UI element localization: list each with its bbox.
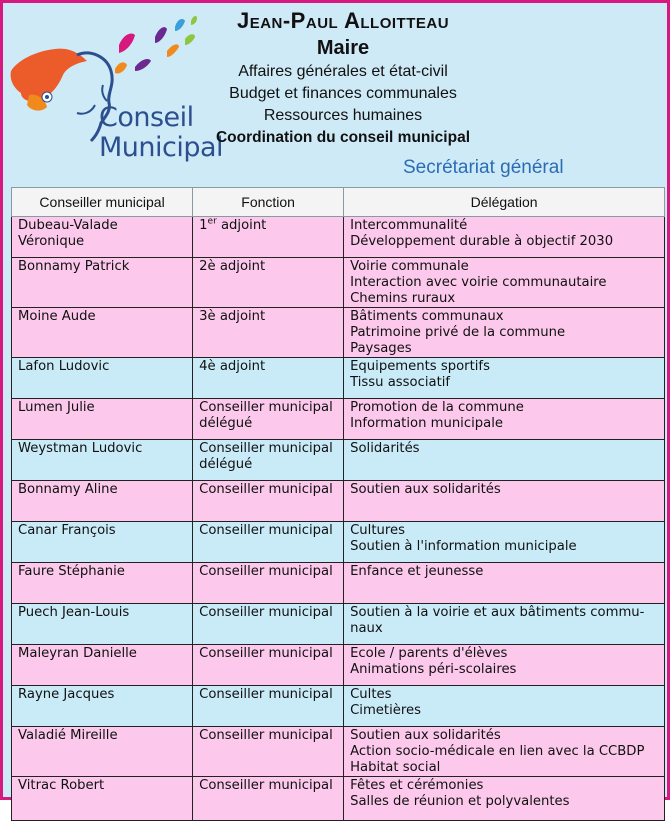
councillor-name: Canar François	[12, 522, 193, 563]
councillor-name: Rayne Jacques	[12, 686, 193, 727]
councillor-name: Lafon Ludovic	[12, 358, 193, 399]
councillor-function: Conseiller municipal	[193, 777, 344, 821]
councillor-delegation: Soutien aux solidarités Action socio-médicale en lien avec la CCBDP Habitat social	[344, 727, 665, 777]
table-row	[12, 308, 665, 358]
mayor-role: Maire	[316, 37, 370, 59]
table-row	[12, 481, 665, 522]
councillor-name: Dubeau-Valade Véronique	[12, 217, 193, 258]
councillor-function: Conseiller municipal	[193, 563, 344, 604]
column-header-councillor: Conseiller municipal	[12, 188, 193, 217]
councillor-delegation: Fêtes et cérémonies Salles de réunion et polyvalentes	[344, 777, 665, 821]
table-row	[12, 563, 665, 604]
councillor-function: Conseiller municipal	[193, 522, 344, 563]
council-table	[11, 187, 665, 821]
councillor-function: Conseiller municipal délégué	[193, 440, 344, 481]
councillor-function: Conseiller municipal	[193, 604, 344, 645]
councillor-name: Valadié Mireille	[12, 727, 193, 777]
councillor-name: Vitrac Robert	[12, 777, 193, 821]
councillor-function: Conseiller municipal	[193, 727, 344, 777]
councillor-name: Lumen Julie	[12, 399, 193, 440]
councillor-function: 1er adjoint	[193, 217, 344, 258]
table-row	[12, 777, 665, 821]
table-row	[12, 258, 665, 308]
councillor-delegation: Cultures Soutien à l'information municipale	[344, 522, 665, 563]
councillor-delegation: Enfance et jeunesse	[344, 563, 665, 604]
councillor-function: Conseiller municipal	[193, 645, 344, 686]
secretariat-label: Secrétariat général	[403, 157, 564, 178]
councillor-delegation: Ecole / parents d'élèves Animations péri-scolaires	[344, 645, 665, 686]
table-row	[12, 686, 665, 727]
table-row	[12, 522, 665, 563]
councillor-name: Faure Stéphanie	[12, 563, 193, 604]
councillor-function: Conseiller municipal	[193, 686, 344, 727]
councillor-function: 4è adjoint	[193, 358, 344, 399]
logo-line-1: Conseil	[99, 102, 194, 133]
councillor-name: Maleyran Danielle	[12, 645, 193, 686]
mayor-coordination: Coordination du conseil municipal	[215, 129, 471, 146]
logo-line-2: Municipal	[99, 132, 224, 163]
table-row	[12, 645, 665, 686]
councillor-name: Weystman Ludovic	[12, 440, 193, 481]
councillor-delegation: Soutien aux solidarités	[344, 481, 665, 522]
mayor-header	[193, 7, 493, 149]
mayor-attribution: Budget et finances communales	[229, 85, 457, 102]
councillor-function: 3è adjoint	[193, 308, 344, 358]
councillor-delegation: Voirie communale Interaction avec voirie communautaire Chemins ruraux	[344, 258, 665, 308]
table-row	[12, 358, 665, 399]
councillor-delegation: Intercommunalité Développement durable à objectif 2030	[344, 217, 665, 258]
table-row	[12, 399, 665, 440]
councillor-delegation: Cultes Cimetières	[344, 686, 665, 727]
table-row	[12, 604, 665, 645]
councillor-name: Puech Jean-Louis	[12, 604, 193, 645]
councillor-delegation: Bâtiments communaux Patrimoine privé de la commune Paysages	[344, 308, 665, 358]
councillor-delegation: Solidarités	[344, 440, 665, 481]
councillor-name: Bonnamy Aline	[12, 481, 193, 522]
table-header-row	[12, 188, 665, 217]
councillor-delegation: Promotion de la commune Information municipale	[344, 399, 665, 440]
councillor-delegation: Equipements sportifs Tissu associatif	[344, 358, 665, 399]
councillor-name: Bonnamy Patrick	[12, 258, 193, 308]
table-row	[12, 217, 665, 258]
councillor-function: Conseiller municipal délégué	[193, 399, 344, 440]
column-header-delegation: Délégation	[344, 188, 665, 217]
councillor-function: Conseiller municipal	[193, 481, 344, 522]
table-row	[12, 440, 665, 481]
councillor-delegation: Soutien à la voirie et aux bâtiments commu- naux	[344, 604, 665, 645]
councillor-function: 2è adjoint	[193, 258, 344, 308]
mayor-attribution: Affaires générales et état-civil	[238, 63, 448, 80]
column-header-function: Fonction	[193, 188, 344, 217]
table-row	[12, 727, 665, 777]
mayor-attribution: Ressources humaines	[263, 107, 423, 124]
mayor-name: Jean-Paul Alloitteau	[236, 8, 450, 33]
councillor-name: Moine Aude	[12, 308, 193, 358]
